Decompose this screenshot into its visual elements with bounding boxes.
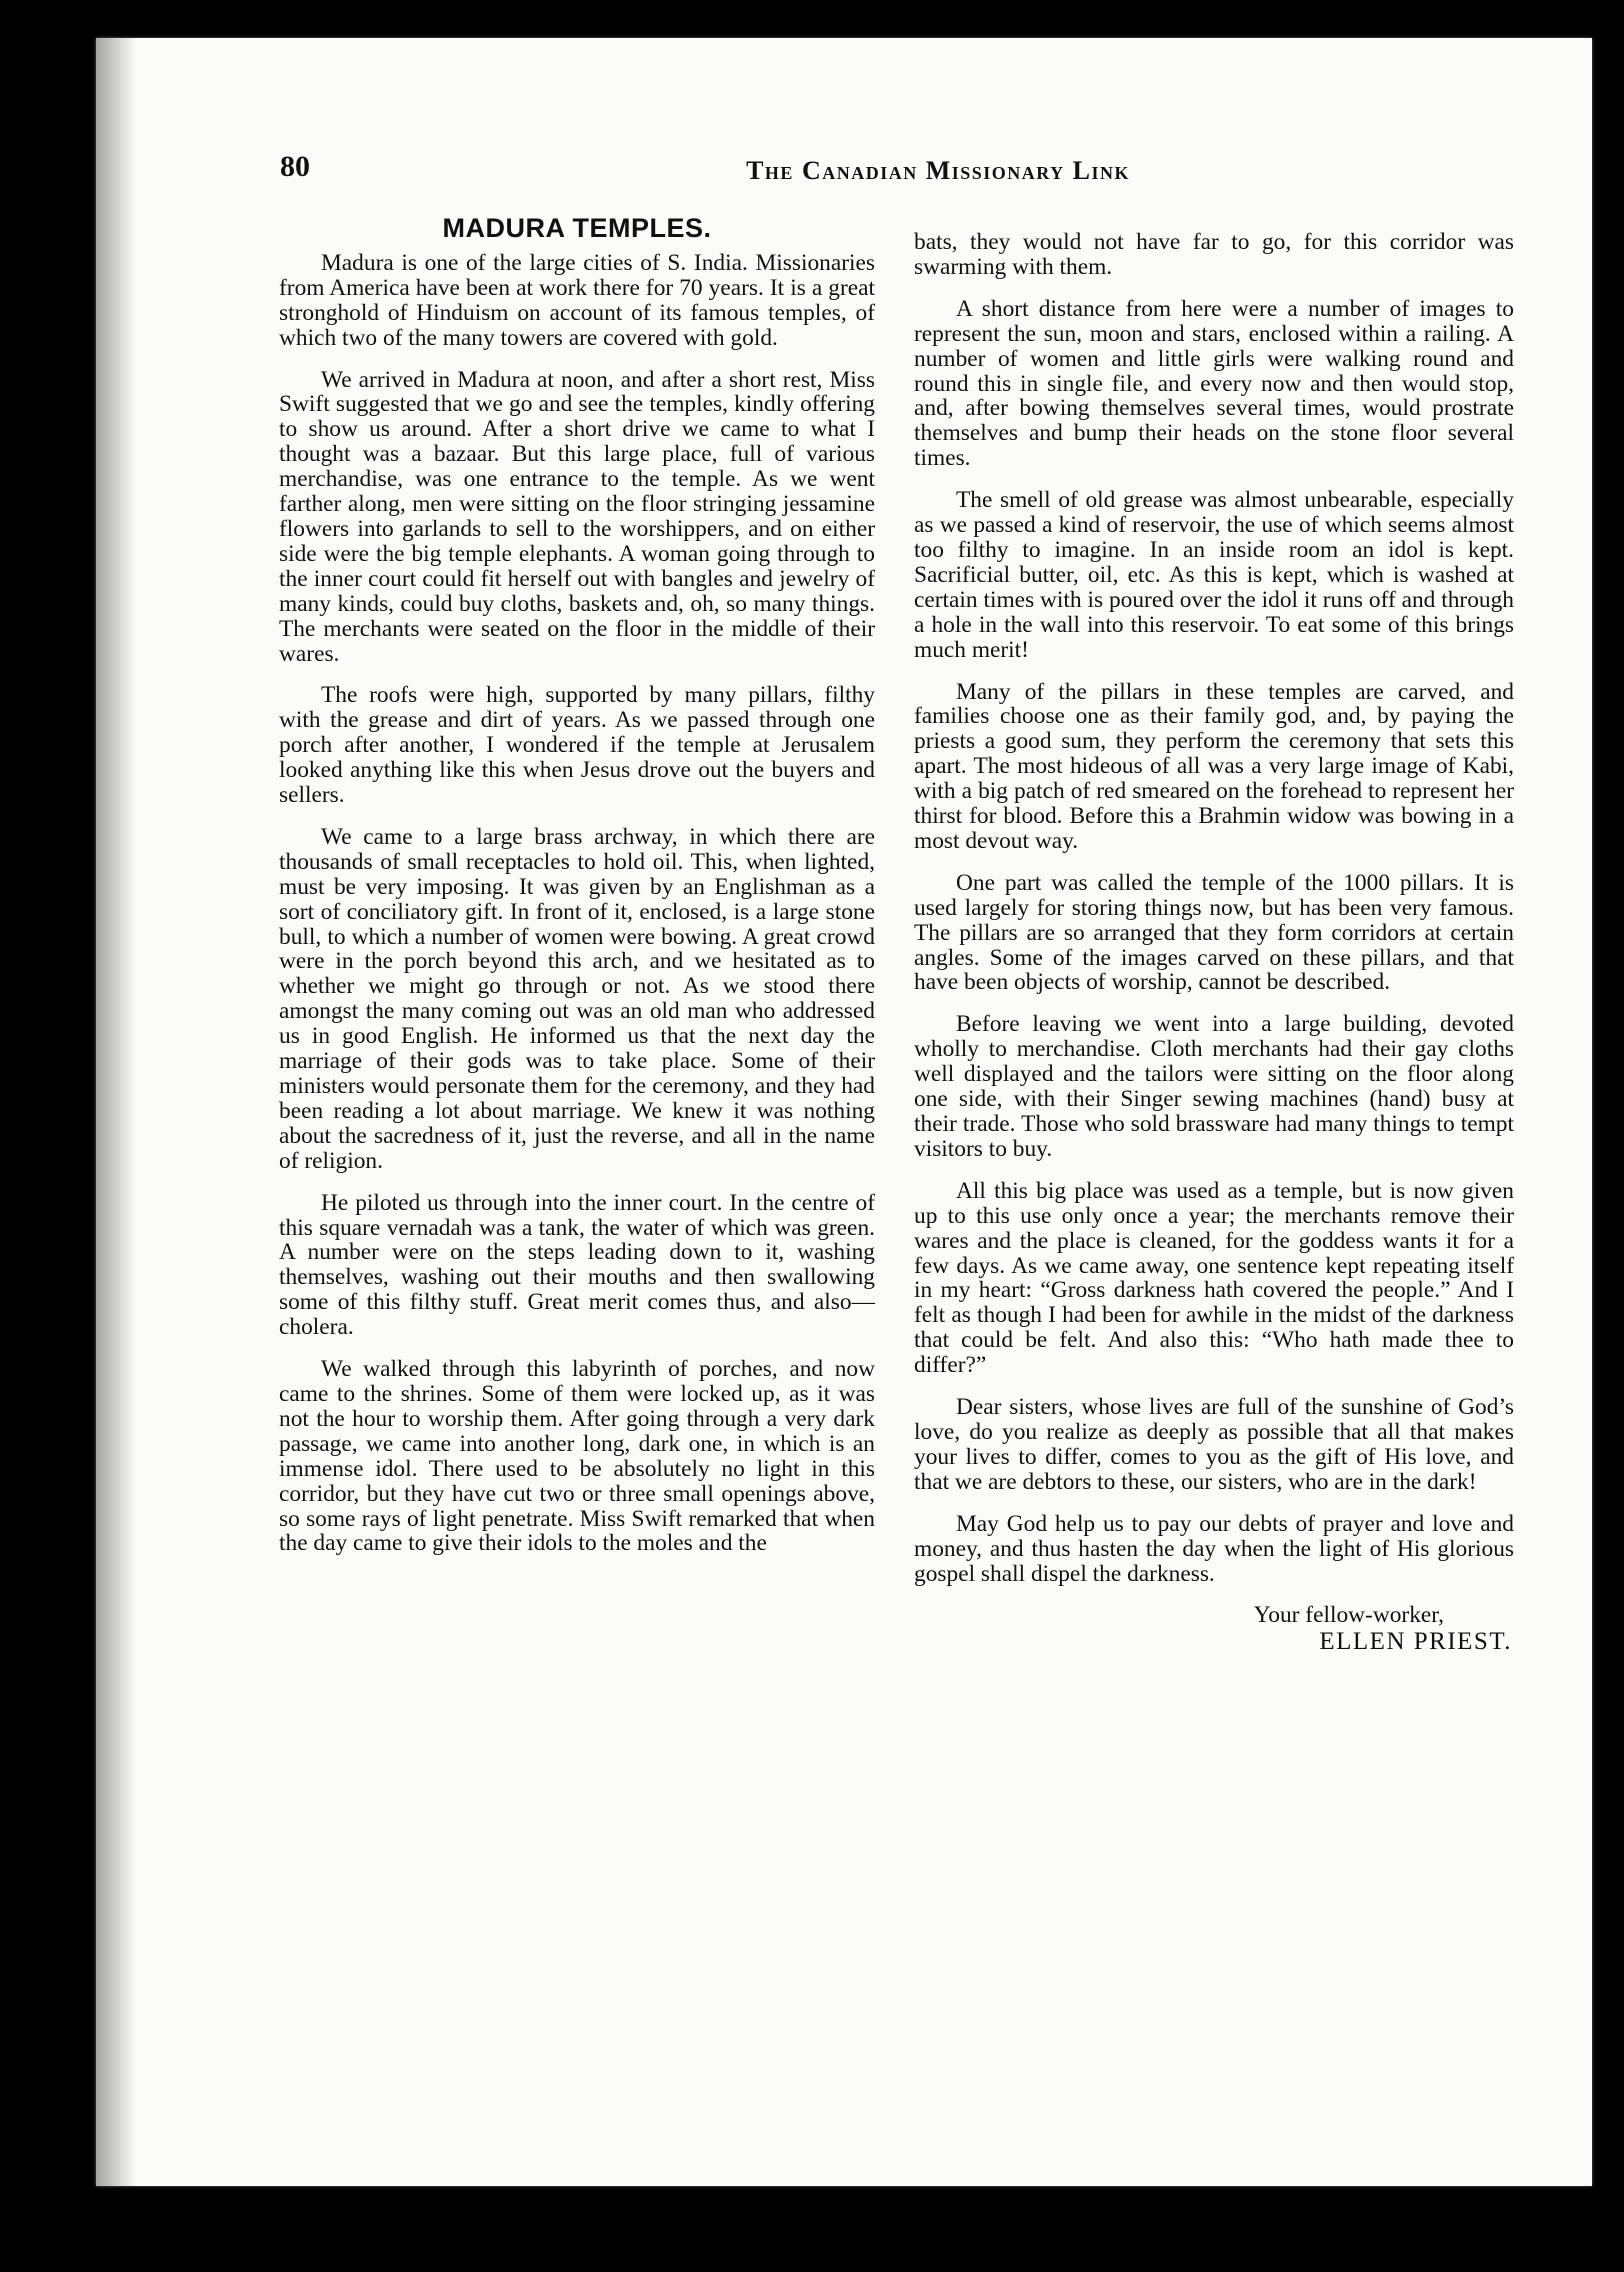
article-title: MADURA TEMPLES. — [442, 213, 712, 243]
paragraph: One part was called the temple of the 1000 pillars. It is used largely for storing things now, but has been very famous. The pillars are so arranged that they form corridors at certain angles. Some of the images carved on these pillars, and that have been objects of worship, cannot be described. — [914, 869, 1514, 996]
journal-title: The Canadian Missionary Link — [746, 156, 1130, 185]
page-number: 80 — [280, 150, 310, 183]
paragraph: Many of the pillars in these temples are carved, and families choose one as their family god, and, by paying the priests a good sum, they perform the ceremony that sets this apart. The most hideous of all was a very large image of Kabi, with a big patch of red smeared on the forehead to represent her thirst for blood. Before this a Brahmin widow was bowing in a most devout way. — [914, 678, 1514, 854]
paragraph: Before leaving we went into a large building, devoted wholly to merchandise. Cloth merchants had their gay cloths well displayed and the tailors were sitting on the floor along one side, with their Singer sewing machines (hand) busy at their trade. Those who sold brassware had many things to tempt visitors to buy. — [914, 1011, 1514, 1162]
paragraph: May God help us to pay our debts of prayer and love and money, and thus hasten the day when the light of His glorious gospel shall dispel the darkness. — [914, 1510, 1514, 1587]
page-edge-shadow — [96, 38, 136, 2186]
paragraph: All this big place was used as a temple, but is now given up to this use only once a year; the merchants remove their wares and the place is cleaned, for the goddess wants it for a few days. As we came away, one sentence kept repeating itself in my heart: “Gross darkness hath covered the people.” And I felt as though I had been for awhile in the midst of the darkness that could be felt. And also this: “Who hath made thee to differ?” — [914, 1177, 1514, 1379]
paragraph: The roofs were high, supported by many pillars, filthy with the grease and dirt of years. As we passed through one porch after another, I wondered if the temple at Jerusalem looked anything like this when Jesus drove out the buyers and sellers. — [279, 682, 875, 809]
left-column — [279, 213, 875, 1573]
paragraph: A short distance from here were a number of images to represent the sun, moon and stars, enclosed within a railing. A number of women and little girls were walking round and round this in single file, and every now and then would stop, and, after bowing themselves several times, would prostrate themselves and bump their heads on the stone floor several times. — [914, 295, 1514, 472]
closing-salutation: Your fellow-worker, — [1253, 1602, 1444, 1629]
paragraph: We walked through this labyrinth of porches, and now came to the shrines. Some of them were locked up, as it was not the hour to worship them. After going through a very dark passage, we came into another long, dark one, in which is an immense idol. There used to be absolutely no light in this corridor, but they have cut two or three small openings above, so some rays of light penetrate. Miss Swift remarked that when the day came to give their idols to the moles and the — [279, 1356, 875, 1557]
paragraph: He piloted us through into the inner court. In the centre of this square vernadah was a tank, the water of which was green. A number were on the steps leading down to it, washing themselves, washing out their mouths and then swallowing some of this filthy stuff. Great merit comes thus, and also—cholera. — [279, 1189, 875, 1341]
author-signature: ELLEN PRIEST. — [1319, 1628, 1512, 1656]
right-column — [914, 230, 1514, 1655]
paragraph: We came to a large brass archway, in which there are thousands of small receptacles to hold oil. This, when lighted, must be very imposing. It was given by an Englishman as a sort of conciliatory gift. In front of it, enclosed, is a large stone bull, to which a number of women were bowing. A great crowd were in the porch beyond this arch, and we hesitated as to whether we might go through or not. As we stood there amongst the many coming out was an old man who addressed us in good English. He informed us that the next day the marriage of their gods was to take place. Some of their ministers would personate them for the ceremony, and they had been reading a lot about marriage. We knew it was nothing about the sacredness of it, just the reverse, and all in the name of religion. — [279, 823, 875, 1174]
paragraph-continued: bats, they would not have far to go, for this corridor was swarming with them. — [914, 229, 1514, 280]
paragraph: Madura is one of the large cities of S. India. Missionaries from America have been at work there for 70 years. It is a great stronghold of Hinduism on account of its famous temples, of which two of the many towers are covered with gold. — [279, 249, 875, 351]
paragraph: The smell of old grease was almost unbearable, especially as we passed a kind of reservoir, the use of which seems almost too filthy to imagine. In an inside room an idol is kept. Sacrificial butter, oil, etc. As this is kept, which is washed at certain times with is poured over the idol it runs off and through a hole in the wall into this reservoir. To eat some of this brings much merit! — [914, 487, 1514, 663]
running-header — [280, 150, 1130, 190]
paragraph: Dear sisters, whose lives are full of the sunshine of God’s love, do you realize as deeply as possible that all that makes your lives to differ, comes to you as the gift of His love, and that we are debtors to these, our sisters, who are in the dark! — [914, 1394, 1514, 1495]
paragraph: We arrived in Madura at noon, and after a short rest, Miss Swift suggested that we go and see the temples, kindly offering to show us around. After a short drive we came to what I thought was a bazaar. But this large place, full of various merchandise, was one entrance to the temple. As we went farther along, men were sitting on the floor stringing jessamine flowers into garlands to sell to the worshippers, and on either side were the big temple elephants. A woman going through to the inner court could fit herself out with bangles and jewelry of many kinds, could buy cloths, baskets and, oh, so many things. The merchants were seated on the floor in the middle of their wares. — [279, 366, 875, 667]
